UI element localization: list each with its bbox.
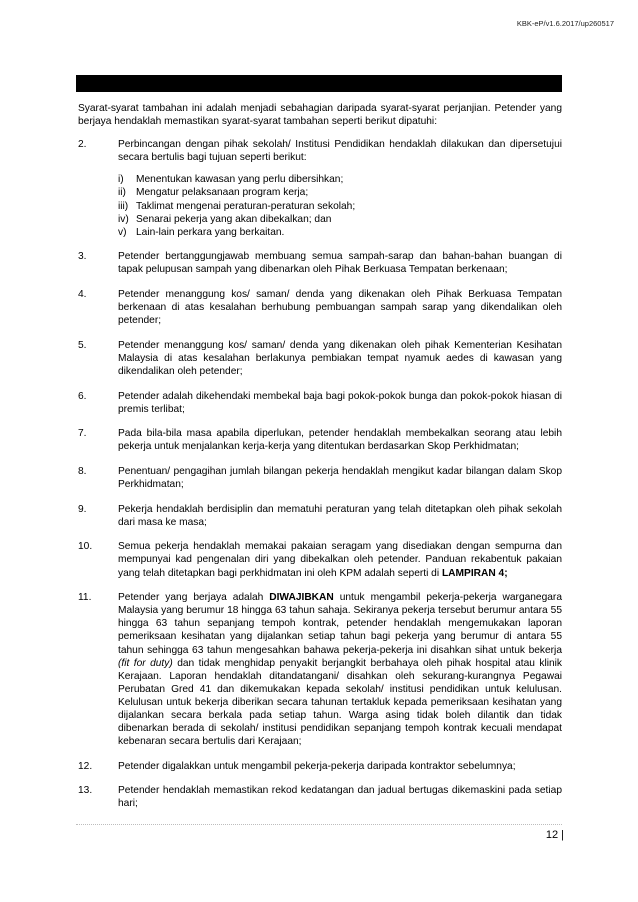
document-body xyxy=(78,102,562,822)
clause-number: 8. xyxy=(78,465,87,477)
clause-5 xyxy=(78,339,562,378)
clause-text: Petender menanggung kos/ saman/ denda yang dikenakan oleh Pihak Berkuasa Tempatan berkenaan di atas kesalahan berhubung pembuangan sampah sarap yang dikendalikan oleh petender; xyxy=(118,289,562,327)
sub-text: Lain-lain perkara yang berkaitan. xyxy=(136,226,285,238)
footer-divider xyxy=(76,824,562,825)
clause-text: Penentuan/ pengagihan jumlah bilangan pekerja hendaklah mengikut kadar bilangan dalam Skop Perkhidmatan; xyxy=(118,465,562,491)
sub-item xyxy=(118,186,562,199)
sub-item xyxy=(118,226,562,239)
clause-text: Pekerja hendaklah berdisiplin dan mematuhi peraturan yang telah ditetapkan oleh pihak sekolah dari masa ke masa; xyxy=(118,503,562,528)
section-header-bar xyxy=(76,75,562,92)
clause-number: 12. xyxy=(78,760,93,772)
clause-text: Pada bila-bila masa apabila diperlukan, petender hendaklah membekalkan seorang atau lebih pekerja untuk menjalankan kerja-kerja yang ditentukan berdasarkan Skop Perkhidmatan; xyxy=(118,428,562,453)
clause-text: Petender digalakkan untuk mengambil pekerja-pekerja daripada kontraktor sebelumnya; xyxy=(118,760,516,772)
clause-13 xyxy=(78,784,562,810)
clause-number: 5. xyxy=(78,339,87,351)
clause-text: Petender adalah dikehendaki membekal baja bagi pokok-pokok bunga dan pokok-pokok hiasan di premis terlibat; xyxy=(118,390,562,415)
clause-text xyxy=(118,540,562,579)
clause-text: Perbincangan dengan pihak sekolah/ Institusi Pendidikan hendaklah dilakukan dan dipersetujui secara bertulis bagi tujuan seperti berikut: xyxy=(118,139,562,164)
clause-text xyxy=(118,591,562,748)
clause-text-part: Petender yang berjaya adalah xyxy=(118,592,270,604)
clause-text-part: dan tidak menghidap penyakit berjangkit berbahaya oleh pihak hospital atau klinik Kerajaan. Laporan hendaklah ditandatangani/ disahkan oleh sekurang-kurangnya Pegawai Perubatan Gred 41 dan dikemukakan kepada sekolah/ institusi pendidikan untuk kelulusan. Kelulusan untuk bekerja diberikan secara tahunan tertakluk kepada pemeriksaan kesihatan yang dijalankan secara berkala pada setiap tahun. Warga asing tidak boleh dilantik dan tidak dibenarkan berada di sekolah/ institusi pendidikan sepanjang tempoh kontrak kecuali mendapat kebenaran secara bertulis dari Kerajaan; xyxy=(118,657,563,748)
clause-2 xyxy=(78,138,562,239)
clause-6 xyxy=(78,390,562,416)
emphasis-text: DIWAJIBKAN xyxy=(269,592,334,604)
clause-12 xyxy=(78,760,562,773)
sub-number: v) xyxy=(118,226,127,238)
page-number: 12 | xyxy=(545,829,564,841)
sub-list xyxy=(118,173,562,238)
clause-9 xyxy=(78,503,562,529)
clause-11 xyxy=(78,591,562,748)
sub-number: iv) xyxy=(118,213,129,225)
sub-item xyxy=(118,213,562,226)
clause-number: 10. xyxy=(78,541,93,553)
clause-number: 13. xyxy=(78,785,93,797)
clause-3 xyxy=(78,250,562,276)
clause-number: 9. xyxy=(78,503,87,515)
clause-text: Petender bertanggungjawab membuang semua sampah-sarap dan bahan-bahan buangan di tapak pelupusan sampah yang dibenarkan oleh Pihak Berkuasa Tempatan berkenaan; xyxy=(118,251,562,276)
clause-10 xyxy=(78,540,562,579)
italic-text: (fit for duty) xyxy=(118,657,173,669)
clause-text: Petender menanggung kos/ saman/ denda yang dikenakan oleh pihak Kementerian Kesihatan Malaysia di atas kesalahan berlakunya pembiakan tempat nyamuk aedes di kawasan yang dikendalikan oleh petender; xyxy=(118,339,562,377)
clause-text-part: Semua pekerja hendaklah memakai pakaian seragam yang disediakan dengan sempurna dan mempunyai kad pengenalan diri yang dibekalkan oleh petender. Panduan rekabentuk pakaian yang telah ditetapkan bagi perkhidmatan ini oleh KPM adalah seperti di xyxy=(118,541,562,579)
sub-number: i) xyxy=(118,174,124,186)
sub-item xyxy=(118,200,562,213)
sub-text: Menentukan kawasan yang perlu dibersihkan; xyxy=(136,174,344,186)
clause-text: Petender hendaklah memastikan rekod kedatangan dan jadual bertugas dikemaskini pada setiap hari; xyxy=(118,785,562,810)
clause-7 xyxy=(78,427,562,453)
document-reference: KBK-eP/v1.6.2017/up260517 xyxy=(516,19,614,28)
sub-text: Mengatur pelaksanaan program kerja; xyxy=(136,187,309,199)
clause-number: 4. xyxy=(78,289,87,301)
clause-number: 2. xyxy=(78,139,87,151)
clause-number: 6. xyxy=(78,390,87,402)
appendix-reference: LAMPIRAN 4; xyxy=(441,567,508,579)
sub-number: iii) xyxy=(118,200,129,212)
sub-item xyxy=(118,173,562,186)
sub-text: Taklimat mengenai peraturan-peraturan sekolah; xyxy=(136,200,356,212)
clause-number: 11. xyxy=(78,592,92,604)
sub-number: ii) xyxy=(118,187,126,199)
clause-text-part: untuk mengambil pekerja-pekerja warganegara Malaysia yang berumur 18 hingga 63 tahun sahaja. Sekiranya pekerja tersebut berumur antara 55 hingga 63 tahun sepanjang tempoh kontrak, petender hendaklah mengemukakan laporan pemeriksaan kesihatan yang dijalankan setiap tahun bagi pekerja yang berumur di antara 55 tahun sehingga 63 tahun mengesahkan bahawa pekerja-pekerja ini disahkan sihat untuk bekerja xyxy=(118,592,562,656)
clause-8 xyxy=(78,465,562,491)
sub-text: Senarai pekerja yang akan dibekalkan; dan xyxy=(136,213,332,225)
clause-number: 7. xyxy=(78,428,87,440)
intro-paragraph: Syarat-syarat tambahan ini adalah menjadi sebahagian daripada syarat-syarat perjanjian. Petender yang berjaya hendaklah memastikan syarat-syarat tambahan seperti berikut dipatuhi: xyxy=(78,103,562,128)
clause-number: 3. xyxy=(78,251,87,263)
clause-4 xyxy=(78,288,562,327)
